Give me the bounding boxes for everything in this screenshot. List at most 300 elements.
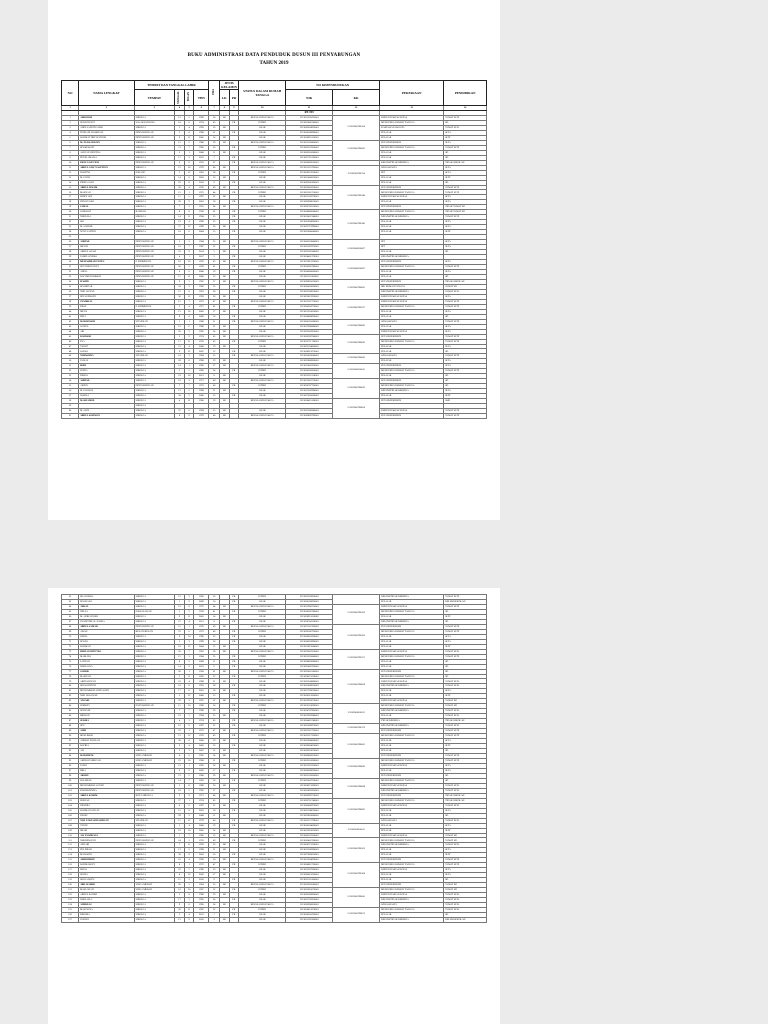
cell-nik: 1213021810760001: [286, 260, 333, 265]
cell-tanggal: 1: [175, 319, 185, 324]
cell-tempat: SIBOLGA: [134, 828, 175, 833]
cell-bulan: 12: [184, 170, 194, 175]
cell-tempat: SIBOLGA: [134, 190, 175, 195]
cell-no: 70: [62, 634, 79, 639]
cell-usia: 32: [209, 245, 220, 250]
cell-thn: 1955: [194, 205, 209, 210]
cell-thn: 1966: [194, 284, 209, 289]
cell-pendidikan: SLTP: [444, 694, 487, 699]
cell-status: ANAK: [239, 634, 286, 639]
cell-usia: 17: [209, 873, 220, 878]
cell-usia: 11: [209, 150, 220, 155]
cell-thn: 2001: [194, 689, 209, 694]
column-number: 7: [209, 106, 220, 111]
cell-thn: 1974: [194, 334, 209, 339]
cell-pekerjaan: MENGURUS RUMAH TANGGA: [380, 145, 444, 150]
cell-pekerjaan: BURUH HARIAN LEPAS: [380, 803, 444, 808]
cell-usia: 38: [209, 649, 220, 654]
cell-pendidikan: TAMAT SLTA: [444, 783, 487, 788]
cell-pendidikan: TAMAT SLTA: [444, 903, 487, 908]
cell-thn: 1990: [194, 359, 209, 364]
cell-no: 114: [62, 853, 79, 858]
cell-tempat: SIBOLGA: [134, 823, 175, 828]
cell-usia: 59: [209, 773, 220, 778]
column-number: 8: [219, 106, 229, 111]
cell-pr: PR: [229, 719, 239, 724]
cell-status: KEPALA KELUARGA: [239, 903, 286, 908]
cell-nama: IRFAN: [79, 309, 135, 314]
cell-bulan: 1: [184, 190, 194, 195]
cell-status: KEPALA KELUARGA: [239, 140, 286, 145]
cell-no: 8: [62, 150, 79, 155]
cell-thn: 1994: [194, 215, 209, 220]
cell-no: 79: [62, 679, 79, 684]
cell-nama: JUMIATI: [79, 704, 135, 709]
cell-bulan: 1: [184, 729, 194, 734]
cell-thn: 1952: [194, 160, 209, 165]
cell-nik: 1213025208910001: [286, 289, 333, 294]
cell-thn: 2010: [194, 180, 209, 185]
cell-no: 16: [62, 190, 79, 195]
cell-pendidikan: TAMAT SLTA: [444, 898, 487, 903]
cell-pr: PR: [229, 210, 239, 215]
cell-lk: LK: [219, 250, 229, 255]
cell-nik: 1213020806650001: [286, 754, 333, 759]
cell-usia: 47: [209, 863, 220, 868]
cell-tempat: PENYABUNGAN: [134, 788, 175, 793]
cell-nik: 1213021406030001: [286, 175, 333, 180]
header-bulan: BULAN: [184, 90, 194, 106]
cell-no: 102: [62, 793, 79, 798]
cell-nama: WIDIA: [79, 634, 135, 639]
cell-pendidikan: SD: [444, 155, 487, 160]
cell-pendidikan: SLTA: [444, 344, 487, 349]
document-page-1: [48, 0, 500, 520]
cell-nama: SAHRIL: [79, 669, 135, 674]
cell-lk: LK: [219, 679, 229, 684]
cell-nama: NUR ZAKIAH HASIBUAN: [79, 818, 135, 823]
cell-pr: PR: [229, 629, 239, 634]
cell-lk: LK: [219, 225, 229, 230]
cell-no: 57: [62, 394, 79, 399]
cell-status: ANAK: [239, 853, 286, 858]
cell-tanggal: 8: [175, 863, 185, 868]
cell-status: ANAK: [239, 294, 286, 299]
cell-nik: 1213026107830001: [286, 145, 333, 150]
cell-usia: 37: [209, 364, 220, 369]
cell-pendidikan: SLTA: [444, 195, 487, 200]
cell-tanggal: 2: [175, 674, 185, 679]
cell-nik: 1213026704110001: [286, 619, 333, 624]
cell-status: ANAK: [239, 599, 286, 604]
cell-status: KEPALA KELUARGA: [239, 205, 286, 210]
kk-number: 1213032408100011: [333, 704, 380, 724]
cell-pendidikan: TAMAT SLTP: [444, 629, 487, 634]
cell-tanggal: 5: [175, 823, 185, 828]
cell-tanggal: 14: [175, 364, 185, 369]
cell-nama: DINDA SARI: [79, 180, 135, 185]
cell-nik: 1213022102600001: [286, 773, 333, 778]
cell-pekerjaan: PETANI/PEKEBUN: [380, 140, 444, 145]
cell-pr: PR: [229, 319, 239, 324]
cell-pendidikan: SD: [444, 349, 487, 354]
cell-bulan: 9: [184, 160, 194, 165]
cell-pekerjaan: PELAJAR: [380, 309, 444, 314]
cell-pr: PR: [229, 269, 239, 274]
cell-pendidikan: TAMAT SLTP: [444, 115, 487, 120]
cell-pekerjaan: PETANI/PEKEBUN: [380, 754, 444, 759]
cell-nama: SITI: [79, 724, 135, 729]
cell-pendidikan: SD: [444, 749, 487, 754]
cell-usia: 9: [209, 180, 220, 185]
cell-pekerjaan: PELAJAR: [380, 349, 444, 354]
cell-nik: 1213025703120001: [286, 155, 333, 160]
cell-tanggal: 30: [175, 853, 185, 858]
cell-status: ANAK: [239, 230, 286, 235]
kk-number: 1213032407890039: [333, 379, 380, 399]
cell-pendidikan: BELUM SEKOLAH: [444, 917, 487, 922]
cell-nama: NURLIANA: [79, 664, 135, 669]
cell-no: 15: [62, 185, 79, 190]
cell-no: 92: [62, 744, 79, 749]
cell-tempat: SIBOLGA: [134, 359, 175, 364]
cell-bulan: 6: [184, 754, 194, 759]
table-row: [62, 917, 487, 922]
cell-tempat: SINGA MERAH: [134, 754, 175, 759]
cell-nama: MASNAH: [79, 190, 135, 195]
cell-bulan: 4: [184, 185, 194, 190]
cell-pendidikan: SMP: [444, 399, 487, 404]
cell-pendidikan: SLTA: [444, 848, 487, 853]
cell-bulan: 4: [184, 125, 194, 130]
cell-pekerjaan: PELAJAR: [380, 150, 444, 155]
cell-pendidikan: SLTA: [444, 260, 487, 265]
cell-tempat: SIBOLGA: [134, 853, 175, 858]
cell-lk: LK: [219, 773, 229, 778]
cell-pendidikan: TAMAT SD: [444, 284, 487, 289]
cell-bulan: 4: [184, 619, 194, 624]
cell-thn: 1997: [194, 724, 209, 729]
cell-pendidikan: TAMAT SLTP: [444, 758, 487, 763]
cell-pr: PR: [229, 664, 239, 669]
cell-thn: 1975: [194, 190, 209, 195]
cell-bulan: 5: [184, 369, 194, 374]
cell-pekerjaan: PELAJAR: [380, 180, 444, 185]
cell-bulan: 6: [184, 175, 194, 180]
cell-nik: 1213022201720001: [286, 729, 333, 734]
cell-thn: 1999: [194, 225, 209, 230]
cell-pekerjaan: PELAJAR: [380, 130, 444, 135]
cell-tempat: PENYABUNGAN: [134, 384, 175, 389]
cell-tanggal: 7: [175, 843, 185, 848]
cell-bulan: 9: [184, 200, 194, 205]
cell-bulan: 8: [184, 180, 194, 185]
cell-no: 86: [62, 714, 79, 719]
cell-usia: 44: [209, 190, 220, 195]
header-nik: NIK: [286, 90, 333, 106]
cell-pekerjaan: BURUH HARIAN LEPAS: [380, 763, 444, 768]
cell-nama: NURHIDAYAH: [79, 838, 135, 843]
cell-pr: PR: [229, 369, 239, 374]
cell-bulan: 2: [184, 714, 194, 719]
cell-pekerjaan: PELAJAR: [380, 639, 444, 644]
cell-status: KEPALA KELUARGA: [239, 729, 286, 734]
cell-usia: 31: [209, 679, 220, 684]
cell-lk: LK: [219, 624, 229, 629]
header-nama: NAMA LENGKAP: [79, 81, 135, 106]
cell-no: 109: [62, 828, 79, 833]
cell-pekerjaan: PETANI/PEKEBUN: [380, 414, 444, 419]
cell-no: 87: [62, 719, 79, 724]
cell-lk: LK: [219, 309, 229, 314]
cell-bulan: 8: [184, 739, 194, 744]
cell-pendidikan: SLTA: [444, 165, 487, 170]
cell-tanggal: 13: [175, 848, 185, 853]
cell-nik: 1213024508980001: [286, 130, 333, 135]
cell-lk: LK: [219, 364, 229, 369]
cell-lk: LK: [219, 868, 229, 873]
cell-bulan: 11: [184, 274, 194, 279]
cell-status: ISTERI: [239, 595, 286, 600]
cell-status: KEPALA KELUARGA: [239, 818, 286, 823]
cell-no: 50: [62, 359, 79, 364]
cell-lk: LK: [219, 783, 229, 788]
cell-pendidikan: SLTA: [444, 225, 487, 230]
cell-lk: LK: [219, 604, 229, 609]
cell-pekerjaan: BELUM/TIDAK BEKERJA: [380, 917, 444, 922]
cell-pr: PR: [229, 145, 239, 150]
cell-tempat: KOTA SIBOLGA: [134, 793, 175, 798]
cell-thn: 1964: [194, 883, 209, 888]
cell-tanggal: 3: [175, 893, 185, 898]
cell-tempat: SIBOLGA: [134, 125, 175, 130]
cell-no: 93: [62, 749, 79, 754]
cell-no: 115: [62, 858, 79, 863]
cell-pendidikan: SLTA: [444, 639, 487, 644]
cell-thn: 1994: [194, 409, 209, 414]
cell-status: ISTERI: [239, 145, 286, 150]
cell-pr: PR: [229, 304, 239, 309]
cell-tempat: SIBOLGA: [134, 379, 175, 384]
cell-pekerjaan: BURUH HARIAN LEPAS: [380, 409, 444, 414]
kk-number: 1213032407890054: [333, 399, 380, 419]
cell-tanggal: 12: [175, 734, 185, 739]
cell-nama: RAFI MUHAMMAD: [79, 274, 135, 279]
cell-nik: 1213025205840001: [286, 654, 333, 659]
cell-tempat: SIBOLGA: [134, 898, 175, 903]
cell-thn: 1972: [194, 863, 209, 868]
cell-thn: 2004: [194, 644, 209, 649]
cell-no: 74: [62, 654, 79, 659]
cell-pendidikan: SLTA: [444, 823, 487, 828]
cell-nama: AISAH: [79, 629, 135, 634]
cell-status: ISTERI: [239, 304, 286, 309]
cell-tanggal: 25: [175, 758, 185, 763]
cell-nama: AMSAL: [79, 604, 135, 609]
cell-pr: PR: [229, 609, 239, 614]
cell-thn: 1997: [194, 195, 209, 200]
cell-pekerjaan: BURUH HARIAN LEPAS: [380, 679, 444, 684]
cell-thn: 1974: [194, 719, 209, 724]
kk-number: 1213032407890114: [333, 165, 380, 185]
cell-tanggal: 28: [175, 813, 185, 818]
cell-pr: PR: [229, 724, 239, 729]
cell-nama: M. FARHAN: [79, 389, 135, 394]
cell-no: 75: [62, 659, 79, 664]
cell-usia: 7: [209, 155, 220, 160]
cell-usia: 21: [209, 848, 220, 853]
cell-lk: LK: [219, 833, 229, 838]
cell-nama: JOSHUA: [79, 917, 135, 922]
cell-pendidikan: TAMAT SLTP: [444, 215, 487, 220]
cell-lk: LK: [219, 883, 229, 888]
cell-nama: MUSLIMAH: [79, 734, 135, 739]
cell-tanggal: 17: [175, 155, 185, 160]
cell-tanggal: 15: [175, 808, 185, 813]
cell-bulan: 6: [184, 903, 194, 908]
cell-usia: 27: [209, 788, 220, 793]
cell-pr: PR: [229, 704, 239, 709]
cell-tanggal: 22: [175, 868, 185, 873]
cell-usia: 10: [209, 314, 220, 319]
cell-pr: PR: [229, 709, 239, 714]
cell-no: 31: [62, 265, 79, 270]
cell-no: 127: [62, 917, 79, 922]
cell-pendidikan: SD: [444, 150, 487, 155]
cell-bulan: 8: [184, 314, 194, 319]
cell-tempat: SIBOLGA: [134, 674, 175, 679]
cell-tanggal: 19: [175, 324, 185, 329]
cell-nik: 1213024801720001: [286, 863, 333, 868]
cell-status: KEPALA KELUARGA: [239, 299, 286, 304]
cell-bulan: 10: [184, 758, 194, 763]
cell-nik: 1213025301750001: [286, 190, 333, 195]
cell-status: KEPALA KELUARGA: [239, 649, 286, 654]
cell-pr: PR: [229, 853, 239, 858]
cell-status: KEPALA KELUARGA: [239, 699, 286, 704]
cell-nama: LINDA: [79, 369, 135, 374]
cell-tempat: SITAPISAN: [134, 354, 175, 359]
cell-pendidikan: TAMAT SLTP: [444, 729, 487, 734]
cell-usia: 48: [209, 793, 220, 798]
cell-usia: 16: [209, 744, 220, 749]
cell-nik: 1213026208100001: [286, 180, 333, 185]
cell-bulan: 10: [184, 634, 194, 639]
cell-pekerjaan: PELAJAR: [380, 220, 444, 225]
cell-usia: 64: [209, 205, 220, 210]
cell-nik: 1213024504000001: [286, 823, 333, 828]
cell-tempat: SIBOLGA: [134, 739, 175, 744]
cell-pendidikan: SD: [444, 664, 487, 669]
cell-bulan: 7: [184, 299, 194, 304]
cell-bulan: 1: [184, 669, 194, 674]
cell-thn: 1965: [194, 754, 209, 759]
cell-no: 22: [62, 220, 79, 225]
cell-usia: 47: [209, 299, 220, 304]
column-number: 9: [229, 106, 239, 111]
column-number: 4: [175, 106, 185, 111]
cell-pekerjaan: BELUM/TIDAK BEKERJA: [380, 595, 444, 600]
cell-status: ANAK: [239, 788, 286, 793]
cell-thn: 1960: [194, 399, 209, 404]
cell-nik: 1213025003640001: [286, 354, 333, 359]
cell-nama: ALI SYAHBANA: [79, 833, 135, 838]
cell-tanggal: 29: [175, 699, 185, 704]
kk-number: 1213032407890082: [333, 334, 380, 354]
cell-bulan: 6: [184, 269, 194, 274]
kk-number: 1213032407890103: [333, 838, 380, 863]
cell-bulan: 1: [184, 150, 194, 155]
cell-tanggal: 16: [175, 379, 185, 384]
cell-usia: 43: [209, 734, 220, 739]
cell-thn: 2000: [194, 344, 209, 349]
cell-pendidikan: TAMAT SLTP: [444, 299, 487, 304]
cell-thn: 1993: [194, 294, 209, 299]
cell-nik: 1213020309740001: [286, 334, 333, 339]
cell-status: ANAK: [239, 783, 286, 788]
cell-status: ANAK: [239, 619, 286, 624]
cell-pekerjaan: PETANI/PEKEBUN: [380, 858, 444, 863]
cell-bulan: 3: [184, 699, 194, 704]
cell-thn: 2010: [194, 878, 209, 883]
cell-pendidikan: SD: [444, 659, 487, 664]
cell-thn: 1970: [194, 185, 209, 190]
cell-tempat: SIBOLGA: [134, 669, 175, 674]
cell-pr: PR: [229, 190, 239, 195]
cell-pekerjaan: MENGURUS RUMAH TANGGA: [380, 674, 444, 679]
cell-pekerjaan: PELAJAR: [380, 808, 444, 813]
cell-tempat: SIBOLGA: [134, 324, 175, 329]
cell-nama: SYAHRIAL: [79, 299, 135, 304]
cell-no: 28: [62, 250, 79, 255]
cell-status: ANAK: [239, 374, 286, 379]
cell-usia: 24: [209, 329, 220, 334]
cell-nama: AHMAD: [79, 379, 135, 384]
cell-no: 88: [62, 724, 79, 729]
cell-no: 119: [62, 878, 79, 883]
cell-usia: 61: [209, 669, 220, 674]
cell-tanggal: 3: [175, 170, 185, 175]
cell-usia: 57: [209, 674, 220, 679]
cell-thn: 1963: [194, 778, 209, 783]
cell-status: ANAK: [239, 917, 286, 922]
cell-nik: 1213024109090001: [286, 599, 333, 604]
cell-usia: 53: [209, 833, 220, 838]
kk-number: 1213032407890163: [333, 624, 380, 649]
cell-usia: 35: [209, 654, 220, 659]
cell-nik: 1213026403660001: [286, 284, 333, 289]
cell-nik: 1213024609520001: [286, 160, 333, 165]
cell-thn: 1985: [194, 903, 209, 908]
cell-thn: 2009: [194, 314, 209, 319]
cell-pekerjaan: WIRASWASTA: [380, 354, 444, 359]
cell-thn: 1969: [194, 704, 209, 709]
cell-pekerjaan: BURUH HARIAN LEPAS: [380, 833, 444, 838]
cell-tempat: SIBOLGA: [134, 843, 175, 848]
cell-status: ANAK: [239, 269, 286, 274]
cell-pekerjaan: MENGURUS RUMAH TANGGA: [380, 734, 444, 739]
cell-tanggal: 16: [175, 245, 185, 250]
cell-tanggal: 11: [175, 818, 185, 823]
cell-nik: 1213025702950001: [286, 898, 333, 903]
kk-number: 1213032408100007: [333, 260, 380, 280]
cell-tanggal: 18: [175, 788, 185, 793]
cell-tempat: SIBOLGA: [134, 913, 175, 918]
cell-usia: 55: [209, 354, 220, 359]
cell-thn: 1989: [194, 783, 209, 788]
cell-pekerjaan: PELAJAR: [380, 813, 444, 818]
kk-number: 1213032407890091: [333, 798, 380, 823]
